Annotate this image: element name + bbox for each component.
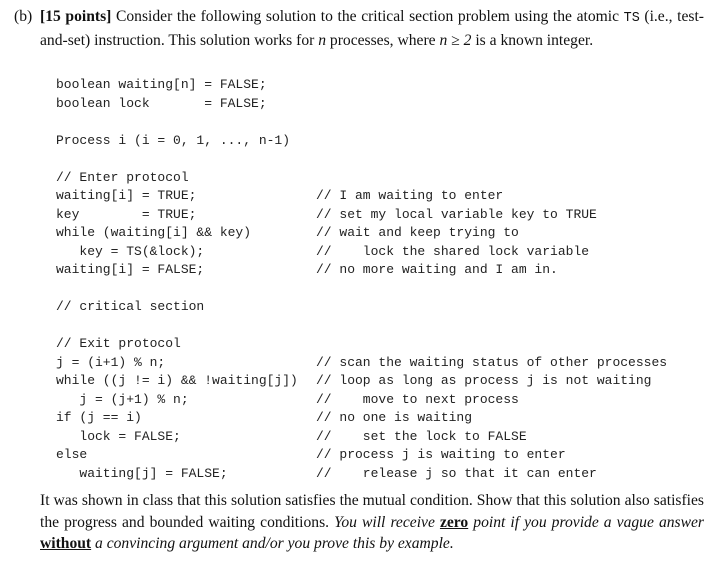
- code-text: // Enter protocol: [56, 169, 189, 185]
- code-line: [56, 391, 676, 409]
- code-comment: // no one is waiting: [316, 410, 473, 425]
- code-line: [56, 187, 676, 205]
- code-comment: // set my local variable key to TRUE: [316, 206, 597, 222]
- code-text: lock = FALSE;: [56, 428, 181, 444]
- code-line: [56, 113, 676, 131]
- n-condition: n ≥ 2: [439, 31, 472, 49]
- code-text: j = (j+1) % n;: [56, 391, 189, 407]
- code-comment: // no more waiting and I am in.: [316, 262, 558, 277]
- code-line: [56, 206, 676, 224]
- code-text: waiting[i] = TRUE;: [56, 188, 197, 203]
- code-line: [56, 224, 676, 242]
- code-line: [56, 298, 676, 316]
- code-line: [56, 261, 676, 279]
- code-text: j = (i+1) % n;: [56, 354, 166, 370]
- code-line: [56, 372, 676, 390]
- intro-text-4: is a known integer.: [471, 31, 594, 49]
- intro-text-3: processes, where: [326, 31, 440, 49]
- code-comment: // process j is waiting to enter: [316, 447, 566, 462]
- footer-text: It was shown in class that this solution satisfies the mutual condition. Show that this solution also satisfies the progress and bounded waiting conditions.: [40, 492, 704, 531]
- code-line: [56, 95, 676, 113]
- question-header: [14, 6, 704, 51]
- code-text: if (j == i): [56, 410, 142, 425]
- code-comment: // set the lock to FALSE: [316, 428, 527, 444]
- code-line: [56, 409, 676, 427]
- code-text: boolean waiting[n] = FALSE;: [56, 77, 267, 92]
- code-line: [56, 280, 676, 298]
- footer-warning-3: a convincing argument and/or you prove this by example.: [91, 535, 454, 552]
- footer-warning-2: point if you provide a vague answer: [468, 513, 704, 531]
- code-comment: // scan the waiting status of other processes: [316, 354, 668, 370]
- code-line: [56, 465, 676, 483]
- code-text: Process i (i = 0, 1, ..., n-1): [56, 132, 291, 148]
- code-line: [56, 76, 676, 94]
- code-comment: // I am waiting to enter: [316, 188, 504, 203]
- code-line: [56, 446, 676, 464]
- code-line: [56, 132, 676, 150]
- code-comment: // lock the shared lock variable: [316, 243, 590, 259]
- code-comment: // wait and keep trying to: [316, 225, 519, 240]
- code-text: // Exit protocol: [56, 336, 181, 351]
- code-text: boolean lock = FALSE;: [56, 95, 267, 111]
- code-text: else: [56, 447, 88, 462]
- code-text: while (waiting[i] && key): [56, 225, 252, 240]
- code-text: while ((j != i) && !waiting[j]): [56, 373, 298, 388]
- code-line: [56, 243, 676, 261]
- points-badge: [15 points]: [40, 8, 112, 25]
- zero-emphasis: zero: [439, 513, 469, 531]
- intro-text-1: Consider the following solution to the critical section problem using the atomic: [111, 8, 624, 25]
- code-text: key = TS(&lock);: [56, 243, 205, 259]
- code-text: key = TRUE;: [56, 206, 197, 222]
- footer-warning-1: You will receive: [334, 513, 440, 531]
- without-emphasis: without: [40, 535, 92, 552]
- code-line: [56, 335, 676, 353]
- code-line: [56, 428, 676, 446]
- question-label: (b): [14, 8, 33, 25]
- code-comment: // release j so that it can enter: [316, 465, 597, 481]
- code-comment: // move to next process: [316, 391, 519, 407]
- ts-keyword: TS: [623, 11, 640, 26]
- intro-text-2: (i.e., test-and-set) instruction. This solution works for: [40, 8, 704, 49]
- n-variable: n: [318, 31, 327, 49]
- question-footer: [40, 490, 704, 555]
- code-line: [56, 169, 676, 187]
- code-line: [56, 150, 676, 168]
- code-text: // critical section: [56, 299, 205, 314]
- code-text: waiting[i] = FALSE;: [56, 262, 205, 277]
- question-intro: [14, 6, 704, 51]
- code-line: [56, 317, 676, 335]
- code-line: [56, 354, 676, 372]
- code-comment: // loop as long as process j is not waiting: [316, 373, 652, 388]
- code-text: waiting[j] = FALSE;: [56, 465, 228, 481]
